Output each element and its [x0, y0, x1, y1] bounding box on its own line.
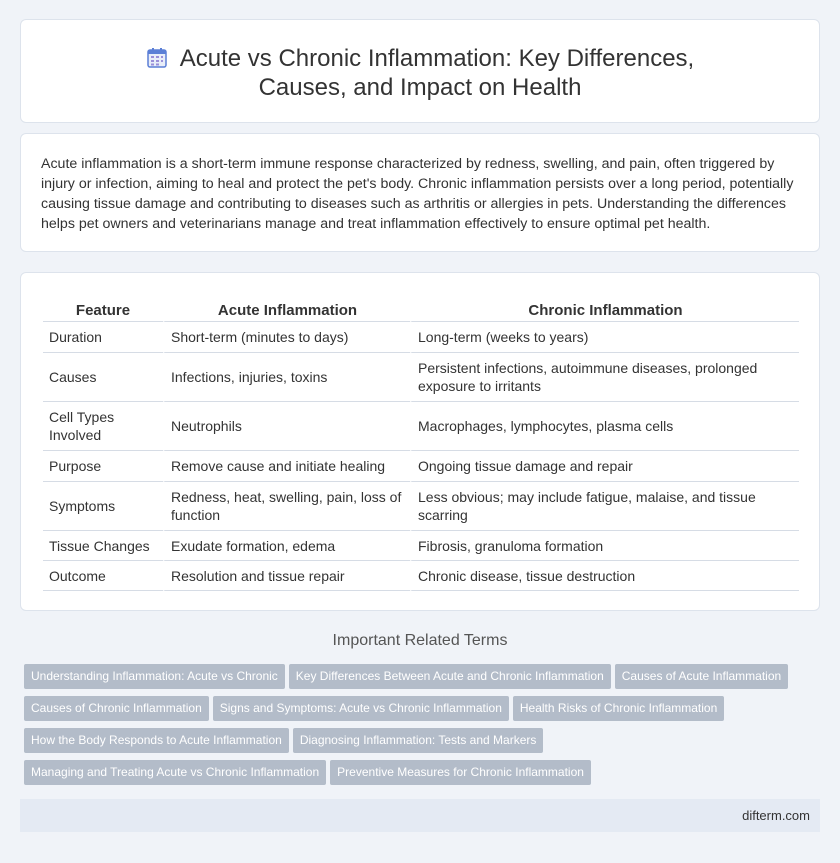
table-header-row — [43, 295, 799, 322]
related-term-tag[interactable]: Causes of Acute Inflammation — [615, 664, 788, 689]
related-terms-heading: Important Related Terms — [332, 632, 508, 649]
table-cell: Resolution and tissue repair — [163, 561, 410, 591]
related-term-tag[interactable]: Preventive Measures for Chronic Inflammation — [330, 760, 591, 785]
header-chronic: Chronic Inflammation — [410, 295, 799, 322]
intro-text: Acute inflammation is a short-term immune response characterized by redness, swelling, and pain, often triggered by injury or infection, aiming to heal and protect the pet's body. Chronic inflammation persists over a long period, potentially causing tissue damage and contributing to diseases such as arthritis or allergies in pets. Understanding the differences helps pet owners and veterinarians manage and treat inflammation effectively to ensure optimal pet health. — [41, 156, 794, 232]
table-cell: Chronic disease, tissue destruction — [410, 561, 799, 591]
footer-brand-link[interactable]: difterm.com — [742, 808, 810, 823]
related-term-tag[interactable]: Causes of Chronic Inflammation — [24, 696, 209, 721]
page-title-wrap — [21, 44, 819, 102]
table-cell: Ongoing tissue damage and repair — [410, 451, 799, 482]
related-term-tag[interactable]: Diagnosing Inflammation: Tests and Markers — [293, 728, 544, 753]
related-term-tag[interactable]: Signs and Symptoms: Acute vs Chronic Inflammation — [213, 696, 509, 721]
related-terms-row — [24, 664, 824, 696]
table-cell: Long-term (weeks to years) — [410, 322, 799, 353]
calendar-icon — [146, 47, 168, 69]
comparison-table — [43, 295, 799, 591]
table-cell: Macrophages, lymphocytes, plasma cells — [410, 402, 799, 451]
table-cell: Purpose — [43, 451, 163, 482]
table-cell: Causes — [43, 353, 163, 402]
related-term-tag[interactable]: Health Risks of Chronic Inflammation — [513, 696, 724, 721]
table-cell: Persistent infections, autoimmune diseases, prolonged exposure to irritants — [410, 353, 799, 402]
comparison-card — [20, 272, 820, 611]
table-cell: Fibrosis, granuloma formation — [410, 531, 799, 561]
table-row — [43, 482, 799, 531]
related-terms-row — [24, 728, 824, 760]
table-cell: Redness, heat, swelling, pain, loss of function — [163, 482, 410, 531]
related-terms-row — [24, 696, 824, 728]
table-cell: Cell Types Involved — [43, 402, 163, 451]
table-cell: Infections, injuries, toxins — [163, 353, 410, 402]
table-row — [43, 451, 799, 482]
table-cell: Symptoms — [43, 482, 163, 531]
table-cell: Short-term (minutes to days) — [163, 322, 410, 353]
related-terms-list — [24, 664, 824, 792]
header-card — [20, 19, 820, 123]
related-terms-row — [24, 760, 824, 792]
table-cell: Remove cause and initiate healing — [163, 451, 410, 482]
related-term-tag[interactable]: How the Body Responds to Acute Inflammation — [24, 728, 289, 753]
table-cell: Exudate formation, edema — [163, 531, 410, 561]
related-term-tag[interactable]: Managing and Treating Acute vs Chronic Inflammation — [24, 760, 326, 785]
table-cell: Less obvious; may include fatigue, malaise, and tissue scarring — [410, 482, 799, 531]
header-acute: Acute Inflammation — [163, 295, 410, 322]
related-term-tag[interactable]: Key Differences Between Acute and Chronic Inflammation — [289, 664, 611, 689]
page-title: Acute vs Chronic Inflammation: Key Differences, Causes, and Impact on Health — [179, 45, 695, 101]
table-row — [43, 561, 799, 591]
table-cell: Tissue Changes — [43, 531, 163, 561]
table-cell: Outcome — [43, 561, 163, 591]
table-row — [43, 322, 799, 353]
intro-card — [20, 133, 820, 252]
footer — [20, 799, 820, 832]
table-cell: Duration — [43, 322, 163, 353]
related-term-tag[interactable]: Understanding Inflammation: Acute vs Chronic — [24, 664, 285, 689]
table-row — [43, 531, 799, 561]
table-row — [43, 353, 799, 402]
table-cell: Neutrophils — [163, 402, 410, 451]
header-feature: Feature — [43, 295, 163, 322]
table-row — [43, 402, 799, 451]
